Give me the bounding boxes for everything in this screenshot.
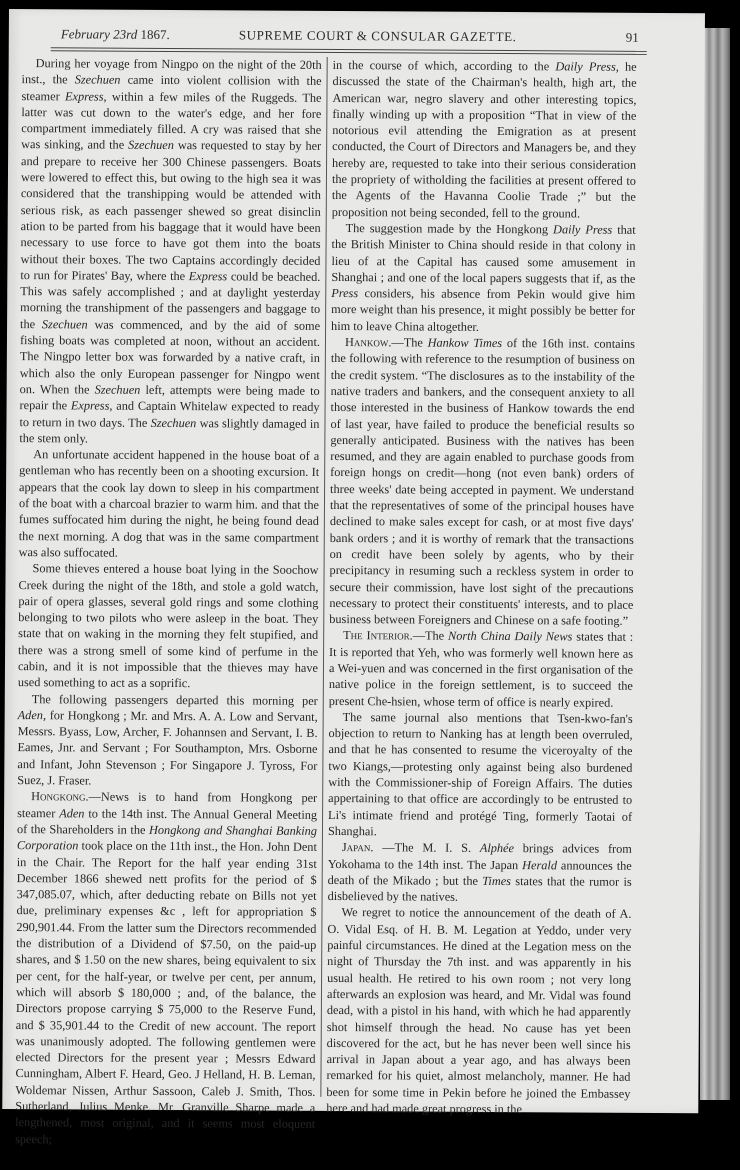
article-passengers-departed: The following passengers departed this morning per Aden, for Hongkong ; Mr. and Mrs. A. A. Low and Servant, Messrs. Byass, Low, Archer, F. Johannsen and Servant, I. B. Eames, Jnr. and Servant ; For Southampton, Mrs. Osborne and Infant, John Stevenson ; For Singapore J. Tyross, For Suez, J. Fraser. (17, 691, 318, 788)
article-hankow: Hankow.—The Hankow Times of the 16th inst. contains the following with reference to the resumption of business on the credit system. “The disclosures as to the instability of the native traders and bankers, and the consequent anxiety to all those interested in the business of Hankow towards the end of last year, have failed to produce the beneficial results so generally anticipated. Business with the natives has been resumed, and they are again enabled to purchase goods from foreign hongs on credit—hong (not even bank) orders of three weeks' date being accepted in payment. We understand that the representatives of some of the principal houses have declined to make sales except for cash, or at most five days' bank orders ; and it is worthy of remark that the transactions on credit have been solely by agents, who by their precipitancy in resuming such a reckless system in order to secure their commission, have lost sight of the precautions necessary to protect their constituents' interests, and to place business between Foreigners and Chinese on a safe footing.” (329, 335, 635, 628)
section-heading-japan: Japan. (341, 840, 374, 855)
right-column (326, 57, 636, 1118)
article-house-boat-accident: An unfortunate accident happened in the house boat of a gentleman who has recently been on a shooting excursion. It appears that the cook lay down to sleep in his compartment of the boat with a charcoal brazier to warm him. and that the fumes suffocated him during the night, he being found dead the next morning. A dog that was in the same compartment was also suffocated. (18, 447, 320, 560)
book-page-edges (700, 28, 730, 1100)
section-heading-hankow: Hankow. (344, 335, 392, 350)
section-heading-interior: The Interior. (343, 628, 413, 643)
section-heading-hongkong: Hongkong. (31, 789, 89, 804)
publication-title: SUPREME COURT & CONSULAR GAZETTE. (238, 27, 517, 45)
left-column (15, 55, 322, 1149)
page-number: 91 (625, 29, 639, 45)
article-soochow-thieves: Some thieves entered a house boat lying in the Soochow Creek during the night of the 18th, and stole a gold watch, pair of opera glasses, several gold rings and some clothing belonging to two pilots who were asleep in the boat. They state that on waking in the morning they felt stupified, and there was a strong smell of some kind of perfume in the cabin, and it is not impossible that the thieves may have used something to act as a soprific. (17, 561, 319, 691)
article-hongkong-news: Hongkong.—News is to hand from Hongkong per steamer Aden to the 14th inst. The Annual General Meeting of the Shareholders in the Hongkong and Shanghai Banking Corporation took place on the 11th inst., the Hon. John Dent in the Chair. The Report for the half year ending 31st December 1866 shewed nett profits for the period of $ 347,085.07, which, after deducting rebate on Bills not yet due, preliminary expenses &c , left for appropriation $ 290,901.44. From the latter sum the Directors recommended the distribution of a Dividend of $7.50, on the paid-up shares, and $ 1.50 on the new shares, being equivalent to six per cent, for the half-year, or twelve per cent, per annum, which will absorb $ 180,000 ; and, of the balance, the Directors propose carrying $ 75,000 to the Reserve Fund, and $ 35,901.44 to the Credit of new account. The report was unanimously adopted. The following gentlemen were elected Directors for the present year ; Messrs Edward Cunningham, Albert F. Heard, Geo. J Helland, H. B. Leman, Woldemar Nissen, Arthur Sassoon, Caleb J. Smith, Thos. Sutherland, Julius Menke. Mr. Granville Sharpe made a lengthened, most original, and it seems most eloquent speech; (15, 789, 318, 1146)
gazette-page (2, 9, 705, 1146)
article-hongkong-continued: in the course of which, according to the Daily Press, he discussed the state of the Chairman's health, high art, the American war, negro slavery and other interesting topics, finally winding up with a proposition “That in view of the notorious evil attending the Emigration as at present conducted, the Court of Directors and Managers be, and they hereby are, requested to take into their serious consideration the propriety of witholding the facilities at present offered to the Agents of the Havanna Coolie Trade ;” but the proposition not being seconded, fell to the ground. (331, 57, 637, 221)
issue-date: February 23rd 1867. (60, 26, 170, 42)
article-interior: The Interior.—The North China Daily News states that : It is reported that Yeh, who was formerly well known here as a Wei-yuen and was concerned in the first organisation of the native police in the foreign settlement, is to succeed the present Che-hsien, whose term of office is nearly expired. (328, 628, 634, 710)
article-tsen-kwo-fan: The same journal also mentions that Tsen-kwo-fan's objection to return to Nanking has at length been overruled, and that he has consented to resume the viceroyalty of the two Kiangs,—protesting only against being also burdened with the Commissioner-ship of Foreign Affairs. The duties appertaining to that office are accordingly to be entrusted to Li's intimate friend and protégé Ting, formerly Taotai of Shanghai. (327, 709, 633, 839)
article-szechuen-collision: During her voyage from Ningpo on the night of the 20th inst., the Szechuen came into violent collision with the steamer Express, within a few miles of the Ruggeds. The latter was cut down to the water's edge, and her fore compartment immediately filled. A cry was raised that she was sinking, and the Szechuen was requested to stay by her and prepare to receive her 300 Chinese passengers. Boats were lowered to effect this, but owing to the high sea it was considered that the transhipping would be attended with serious risk, as each passenger shewed so great disinclin ation to be parted from his baggage that it would have been necessary to use force to have got them into the boats without their boxes. The two Captains accordingly decided to run for Pirates' Bay, where the Express could be beached. This was safely accomplished ; and at daylight yesterday morning the transhipment of the passengers and baggage to the Szechuen was commenced, and by the aid of some fishing boats was completed at noon, without an accident. The Ningpo letter box was forwarded by a native craft, in which also the only European passenger for Ningpo went on. When the Szechuen left, attempts were being made to repair the Express, and Captain Whitelaw expected to ready to return in two days. The Szechuen was slightly damaged in the stem only. (19, 56, 322, 446)
page-header (61, 26, 639, 50)
article-british-minister: The suggestion made by the Hongkong Daily Press that the British Minister to China should reside in that colony in lieu of at the Capital has caused some amusement in Shanghai ; and one of the local papers suggests that if, as the Press considers, his absence from Pekin would give him more weight than his presence, it might possibly be better for him to leave China altogether. (331, 221, 636, 334)
article-vidal-death: We regret to notice the announcement of the death of A. O. Vidal Esq. of H. B. M. Legation at Yeddo, under very painful circumstances. He dined at the Legation mess on the night of Thursday the 7th inst. and was apparently in his usual health. He retired to his own room ; not very long afterwards an explosion was heard, and Mr. Vidal was found dead, with a pistol in his hand, with which he had apparently shot himself through the head. No cause has yet been discovered for the act, but he has never been well since his arrival in Japan about a year ago, and has always been remarked for his quiet, almost melancholy, manner. He had been for some time in Pekin before he joined the Embassey here and had made great progress in the (326, 905, 632, 1117)
article-japan: Japan. —The M. I. S. Alphée brings advices from Yokohama to the 14th inst. The Japan Herald announces the death of the Mikado ; but the Times states that the rumor is disbelieved by the natives. (327, 840, 632, 904)
